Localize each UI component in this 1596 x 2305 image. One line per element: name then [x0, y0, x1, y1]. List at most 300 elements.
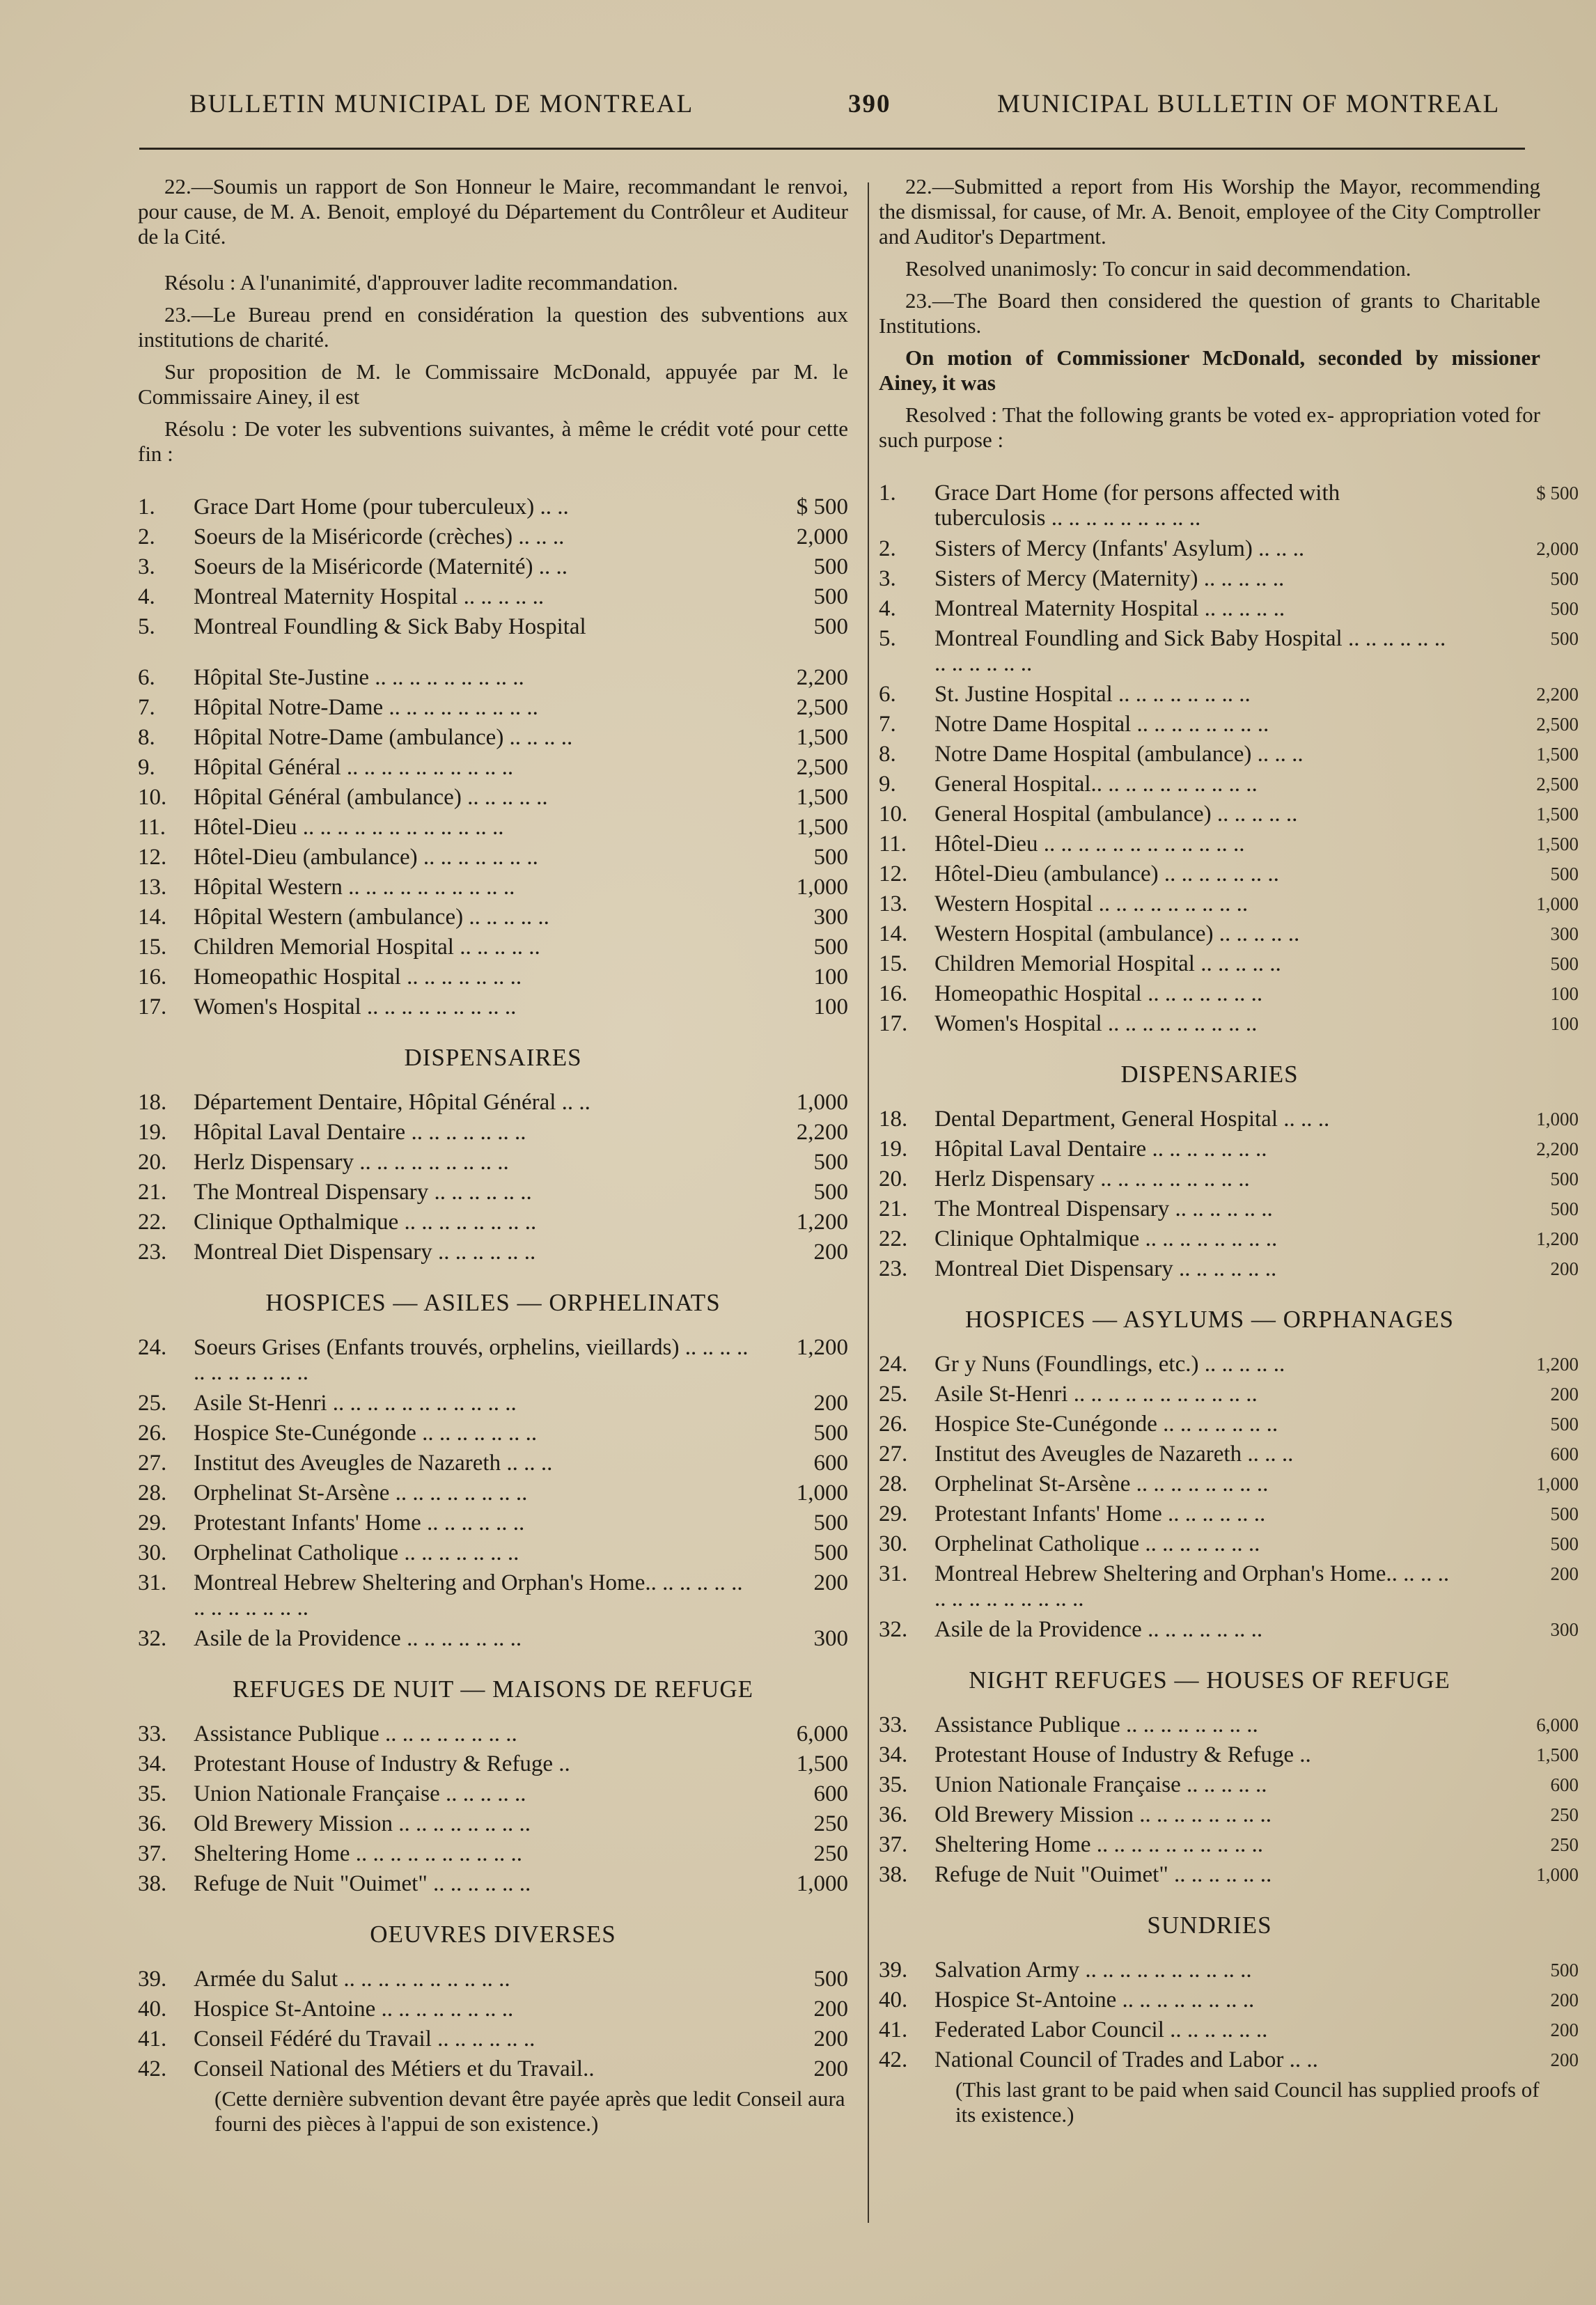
grant-amount: 500 [813, 554, 848, 579]
grant-institution: Hôtel-Dieu (ambulance) .. .. .. .. .. .. .. [194, 845, 538, 870]
grant-institution: Hôtel-Dieu (ambulance) .. .. .. .. .. .. .. [934, 861, 1279, 886]
grant-amount: 500 [1550, 1414, 1579, 1435]
section-heading-hospices-en: HOSPICES — ASYLUMS — ORPHANAGES [965, 1306, 1454, 1333]
grant-amount: 1,200 [796, 1335, 848, 1360]
resolution-unanimous: Résolu : A l'unanimité, d'approuver ladite recommandation. [164, 270, 678, 295]
grant-row [879, 1471, 1579, 1501]
grant-institution: Sisters of Mercy (Infants' Asylum) .. .. .. [934, 536, 1305, 561]
grant-amount: 300 [1550, 923, 1579, 944]
grant-institution: Hôpital Général (ambulance) .. .. .. .. .. [194, 785, 548, 810]
grant-institution: Asile de la Providence .. .. .. .. .. .. .. [194, 1626, 522, 1651]
grant-amount: 1,000 [796, 875, 848, 900]
grant-institution: Union Nationale Française .. .. .. .. .. [934, 1772, 1267, 1797]
grant-number: 35. [138, 1781, 167, 1806]
grant-institution: Old Brewery Mission .. .. .. .. .. .. .. .. [194, 1811, 531, 1836]
grant-amount: 250 [1550, 1834, 1579, 1855]
grant-row [879, 1531, 1579, 1561]
grant-institution: Protestant Infants' Home .. .. .. .. .. .. [194, 1510, 525, 1536]
grant-institution: Hôpital Ste-Justine .. .. .. .. .. .. .. .. .. [194, 665, 524, 690]
grant-institution: Hôpital Laval Dentaire .. .. .. .. .. .. .. [194, 1120, 526, 1145]
grant-institution: Sisters of Mercy (Maternity) .. .. .. .. .. [934, 566, 1285, 591]
grant-row [879, 1136, 1579, 1166]
grant-row [138, 665, 848, 695]
grant-list-group-4 [138, 1335, 848, 1656]
grant-institution: General Hospital (ambulance) .. .. .. .. .. [934, 802, 1298, 827]
grant-institution: The Montreal Dispensary .. .. .. .. .. .. [194, 1180, 532, 1205]
grant-row [879, 1862, 1579, 1892]
grant-amount: 500 [1550, 864, 1579, 884]
grant-row [138, 1180, 848, 1210]
grant-number: 40. [879, 1987, 908, 2013]
grant-number: 2. [879, 536, 896, 561]
grant-row [879, 1011, 1579, 1041]
grant-row [138, 1841, 848, 1871]
grant-number: 21. [879, 1196, 908, 1221]
grant-institution: Orphelinat Catholique .. .. .. .. .. .. .. [194, 1540, 519, 1565]
grant-number: 34. [879, 1742, 908, 1767]
page-number: 390 [848, 90, 891, 118]
grant-row [879, 861, 1579, 891]
grant-row [138, 584, 848, 614]
grant-number: 34. [138, 1751, 167, 1776]
grant-row [138, 845, 848, 875]
grant-number: 23. [138, 1240, 167, 1265]
grant-amount: 500 [813, 614, 848, 639]
grant-number: 20. [138, 1150, 167, 1175]
grant-row [138, 1871, 848, 1901]
grant-row [879, 626, 1579, 682]
grant-institution: Hôpital Laval Dentaire .. .. .. .. .. .. .. [934, 1136, 1267, 1162]
grant-amount: 6,000 [1536, 1714, 1579, 1735]
grant-institution: General Hospital.. .. .. .. .. .. .. .. .. .. [934, 772, 1258, 797]
grant-row [879, 1256, 1579, 1286]
grant-row [879, 1987, 1579, 2017]
grant-row [879, 2017, 1579, 2047]
grant-number: 5. [879, 626, 896, 651]
grant-row [879, 1412, 1579, 1441]
grant-row [138, 1997, 848, 2026]
grant-number: 39. [879, 1958, 908, 1983]
grant-number: 25. [138, 1391, 167, 1416]
grant-row [138, 755, 848, 785]
grant-number: 30. [138, 1540, 167, 1565]
grant-number: 32. [138, 1626, 167, 1651]
grant-institution: Western Hospital .. .. .. .. .. .. .. .. .. [934, 891, 1249, 916]
header-title-english: MUNICIPAL BULLETIN OF MONTREAL [997, 90, 1501, 118]
grant-number: 11. [138, 815, 166, 840]
grant-row [138, 1811, 848, 1841]
grant-amount: 100 [1550, 983, 1579, 1004]
grant-amount: 600 [1550, 1774, 1579, 1795]
grant-amount: 200 [1550, 2019, 1579, 2040]
grant-row [138, 1451, 848, 1480]
section-heading-dispensaries: DISPENSARIES [1120, 1061, 1299, 1088]
grant-institution: Grace Dart Home (pour tuberculeux) .. .. [194, 494, 569, 519]
grant-institution: Orphelinat Catholique .. .. .. .. .. .. .. [934, 1531, 1260, 1556]
grant-row [138, 1391, 848, 1421]
grant-amount: 500 [1550, 1533, 1579, 1554]
grant-amount: 1,500 [1536, 834, 1579, 854]
grant-number: 15. [879, 951, 908, 976]
grant-institution: Western Hospital (ambulance) .. .. .. .. .. [934, 921, 1300, 946]
grant-row [879, 1352, 1579, 1382]
grant-amount: 1,200 [796, 1210, 848, 1235]
grant-amount: 2,000 [796, 524, 848, 549]
grant-number: 1. [879, 480, 896, 506]
grant-number: 12. [138, 845, 167, 870]
grant-institution: Asile St-Henri .. .. .. .. .. .. .. .. .. .. .. [194, 1391, 517, 1416]
grant-institution: Orphelinat St-Arsène .. .. .. .. .. .. .. .. [934, 1471, 1269, 1497]
grant-number: 41. [879, 2017, 908, 2042]
grant-amount: 600 [813, 1781, 848, 1806]
item-23-grants: 23.—Le Bureau prend en considération la question des subventions aux institutions de charité. [138, 302, 848, 352]
grant-institution: Institut des Aveugles de Nazareth .. .. .. [934, 1441, 1294, 1467]
grant-row [879, 921, 1579, 951]
grant-institution: Hôpital Western (ambulance) .. .. .. .. .. [194, 905, 549, 930]
grant-amount: 1,000 [1536, 893, 1579, 914]
grant-row [879, 1166, 1579, 1196]
grant-amount: 300 [813, 1626, 848, 1651]
grant-amount: 1,500 [796, 785, 848, 810]
grant-institution: Women's Hospital .. .. .. .. .. .. .. .. .. [934, 1011, 1258, 1036]
grant-row [879, 1561, 1579, 1617]
grant-institution: Département Dentaire, Hôpital Général .. .. [194, 1090, 590, 1115]
grant-number: 16. [879, 981, 908, 1006]
english-column [879, 174, 1579, 2149]
grant-amount: 200 [813, 1240, 848, 1265]
grant-institution: Hôpital Général .. .. .. .. .. .. .. .. .. .. [194, 755, 514, 780]
section-heading-dispensaires: DISPENSAIRES [404, 1044, 582, 1071]
grant-number: 31. [138, 1570, 167, 1595]
grant-institution: Hôpital Notre-Dame .. .. .. .. .. .. .. .. .. [194, 695, 538, 720]
resolution-grants-en: Resolved : That the following grants be voted ex- appropriation voted for such purpose : [879, 403, 1540, 452]
grant-institution: Hôpital Western .. .. .. .. .. .. .. .. .. .. [194, 875, 515, 900]
grant-row [879, 1802, 1579, 1832]
grant-amount: 2,200 [796, 1120, 848, 1145]
item-22-report-en: 22.—Submitted a report from His Worship the Mayor, recommending the dismissal, for cause, of Mr. A. Benoit, employee of the City Comptroller and Auditor's Department. [879, 174, 1540, 249]
grant-institution: Refuge de Nuit "Ouimet" .. .. .. .. .. .. [934, 1862, 1272, 1887]
grant-number: 17. [879, 1011, 908, 1036]
grant-number: 6. [879, 682, 896, 707]
grant-list-group-6 [138, 1967, 848, 2086]
grant-amount: 200 [1550, 2049, 1579, 2070]
grant-row [138, 1626, 848, 1656]
grant-amount: 200 [1550, 1563, 1579, 1584]
grant-amount: 2,200 [1536, 684, 1579, 705]
grant-amount: 500 [813, 1510, 848, 1536]
grant-institution: Montreal Diet Dispensary .. .. .. .. .. .. [934, 1256, 1277, 1281]
grant-institution: Herlz Dispensary .. .. .. .. .. .. .. .. .. [934, 1166, 1250, 1191]
grant-row [879, 891, 1579, 921]
grant-institution: Conseil National des Métiers et du Travail.. [194, 2056, 595, 2081]
grant-number: 21. [138, 1180, 167, 1205]
grant-list-group-2 [138, 665, 848, 1024]
grant-amount: 500 [1550, 568, 1579, 589]
grant-number: 22. [879, 1226, 908, 1251]
grant-row [879, 981, 1579, 1011]
grant-number: 33. [138, 1721, 167, 1747]
grant-institution: St. Justine Hospital .. .. .. .. .. .. .. .. [934, 682, 1251, 707]
page-header [0, 89, 1596, 131]
grant-institution: Institut des Aveugles de Nazareth .. .. .. [194, 1451, 553, 1476]
grant-number: 36. [138, 1811, 167, 1836]
grant-row [879, 1226, 1579, 1256]
grant-amount: 1,000 [1536, 1864, 1579, 1885]
grant-institution: Soeurs de la Miséricorde (crèches) .. .. .. [194, 524, 565, 549]
grant-number: 19. [879, 1136, 908, 1162]
grant-row [879, 2047, 1579, 2077]
grant-amount: 500 [813, 935, 848, 960]
grant-number: 38. [879, 1862, 908, 1887]
grant-number: 3. [879, 566, 896, 591]
grant-institution: Refuge de Nuit "Ouimet" .. .. .. .. .. .. [194, 1871, 531, 1896]
grant-row [879, 1196, 1579, 1226]
grant-row [879, 682, 1579, 712]
grant-amount: 500 [813, 845, 848, 870]
grant-amount: 1,200 [1536, 1354, 1579, 1375]
grant-institution: Notre Dame Hospital .. .. .. .. .. .. .. .. [934, 712, 1269, 737]
grant-institution: Hospice Ste-Cunégonde .. .. .. .. .. .. .. [934, 1412, 1278, 1437]
grant-number: 42. [879, 2047, 908, 2072]
grant-number: 8. [879, 742, 896, 767]
grant-institution: Gr y Nuns (Foundlings, etc.) .. .. .. .. .. [934, 1352, 1285, 1377]
grant-institution: Salvation Army .. .. .. .. .. .. .. .. .. .. [934, 1958, 1252, 1983]
grant-amount: 500 [813, 1540, 848, 1565]
grant-amount: 1,500 [1536, 804, 1579, 825]
grant-number: 37. [138, 1841, 167, 1866]
grant-amount: 1,200 [1536, 1228, 1579, 1249]
section-heading-refuges: REFUGES DE NUIT — MAISONS DE REFUGE [232, 1675, 753, 1703]
grant-row [879, 802, 1579, 831]
header-title-french: BULLETIN MUNICIPAL DE MONTREAL [189, 90, 694, 118]
grant-institution: Homeopathic Hospital .. .. .. .. .. .. .. [934, 981, 1263, 1006]
grant-row [138, 1421, 848, 1451]
grant-number: 31. [879, 1561, 908, 1586]
grant-row [138, 1967, 848, 1997]
grant-number: 12. [879, 861, 908, 886]
grant-institution: Children Memorial Hospital .. .. .. .. .. [194, 935, 540, 960]
grant-amount: 500 [1550, 953, 1579, 974]
grant-row [138, 875, 848, 905]
grant-institution: Hôpital Notre-Dame (ambulance) .. .. .. .. [194, 725, 573, 750]
grant-list-group-5-en [879, 1712, 1579, 1892]
grant-amount: 250 [813, 1841, 848, 1866]
grant-amount: 200 [1550, 1384, 1579, 1405]
grant-amount: 1,000 [1536, 1109, 1579, 1130]
grant-42-note: (Cette dernière subvention devant être payée après que ledit Conseil aura fourni des pièces à l'appui de son existence.) [214, 2086, 845, 2136]
grant-row [879, 1958, 1579, 1987]
grant-institution: Orphelinat St-Arsène .. .. .. .. .. .. .. .. [194, 1480, 528, 1506]
grant-amount: 250 [1550, 1804, 1579, 1825]
grant-institution: Hospice Ste-Cunégonde .. .. .. .. .. .. .. [194, 1421, 538, 1446]
grant-number: 26. [138, 1421, 167, 1446]
grant-row [879, 596, 1579, 626]
grant-number: 20. [879, 1166, 908, 1191]
grant-row [879, 712, 1579, 742]
grant-amount: 200 [813, 1997, 848, 2022]
grant-amount: 1,500 [1536, 744, 1579, 765]
grant-number: 30. [879, 1531, 908, 1556]
grant-number: 8. [138, 725, 155, 750]
grant-list-group-3 [138, 1090, 848, 1269]
grant-row [138, 524, 848, 554]
section-heading-oeuvres: OEUVRES DIVERSES [370, 1921, 616, 1948]
grant-row [138, 1335, 848, 1391]
grant-institution: Clinique Opthalmique .. .. .. .. .. .. .. .. [194, 1210, 537, 1235]
grant-list-group-5 [138, 1721, 848, 1901]
grant-42-note-en: (This last grant to be paid when said Council has supplied proofs of its existence.) [955, 2077, 1540, 2127]
grant-amount: 300 [1550, 1619, 1579, 1640]
grant-amount: 6,000 [796, 1721, 848, 1747]
grant-row [138, 1781, 848, 1811]
grant-row [879, 1742, 1579, 1772]
grant-row [879, 1382, 1579, 1412]
grant-amount: 2,200 [1536, 1139, 1579, 1159]
grant-institution: Herlz Dispensary .. .. .. .. .. .. .. .. .. [194, 1150, 509, 1175]
grant-institution: Assistance Publique .. .. .. .. .. .. .. .. [934, 1712, 1258, 1737]
grant-institution: Sheltering Home .. .. .. .. .. .. .. .. .. .. [194, 1841, 523, 1866]
grant-number: 36. [879, 1802, 908, 1827]
grant-number: 26. [879, 1412, 908, 1437]
grant-number: 10. [879, 802, 908, 827]
grant-number: 42. [138, 2056, 167, 2081]
grant-amount: 500 [1550, 1169, 1579, 1189]
grant-number: 9. [138, 755, 155, 780]
grant-institution: Federated Labor Council .. .. .. .. .. .. [934, 2017, 1268, 2042]
header-rule [139, 148, 1525, 150]
grant-institution: Children Memorial Hospital .. .. .. .. .. [934, 951, 1281, 976]
grant-number: 40. [138, 1997, 167, 2022]
grant-row [138, 1480, 848, 1510]
grant-institution: Old Brewery Mission .. .. .. .. .. .. .. .. [934, 1802, 1272, 1827]
grant-institution: Asile St-Henri .. .. .. .. .. .. .. .. .. .. .. [934, 1382, 1258, 1407]
grant-number: 15. [138, 935, 167, 960]
grant-amount: $ 500 [796, 494, 848, 519]
grant-row [138, 964, 848, 994]
grant-row [138, 1570, 848, 1626]
grant-institution: Hospice St-Antoine .. .. .. .. .. .. .. .. [934, 1987, 1255, 2013]
grant-number: 14. [138, 905, 167, 930]
grant-row [879, 566, 1579, 596]
section-heading-refuges-en: NIGHT REFUGES — HOUSES OF REFUGE [969, 1666, 1450, 1694]
grant-number: 13. [138, 875, 167, 900]
grant-number: 24. [879, 1352, 908, 1377]
grant-number: 23. [879, 1256, 908, 1281]
grant-institution: Hôtel-Dieu .. .. .. .. .. .. .. .. .. .. .. .. [194, 815, 504, 840]
grant-number: 9. [879, 772, 896, 797]
grant-institution: Soeurs Grises (Enfants trouvés, orphelins, vieillards) .. .. .. .. .. .. .. .. .. .. .. [194, 1335, 749, 1385]
grant-amount: 600 [1550, 1444, 1579, 1464]
grant-number: 3. [138, 554, 155, 579]
grant-row [879, 1441, 1579, 1471]
grant-number: 6. [138, 665, 155, 690]
grant-institution: Montreal Maternity Hospital .. .. .. .. .. [194, 584, 545, 609]
grant-row [138, 2056, 848, 2086]
grant-list-group-4-en [879, 1352, 1579, 1647]
grant-institution: Women's Hospital .. .. .. .. .. .. .. .. .. [194, 994, 517, 1019]
grant-amount: 1,500 [796, 725, 848, 750]
grant-amount: 2,000 [1536, 538, 1579, 559]
grant-amount: 100 [1550, 1013, 1579, 1034]
grant-institution: Homeopathic Hospital .. .. .. .. .. .. .. [194, 964, 522, 990]
grant-institution: The Montreal Dispensary .. .. .. .. .. .. [934, 1196, 1273, 1221]
grant-amount: 500 [813, 1150, 848, 1175]
grant-institution: Grace Dart Home (for persons affected with tuberculosis .. .. .. .. .. .. .. .. .. [934, 480, 1340, 531]
grant-number: 14. [879, 921, 908, 946]
grant-institution: Asile de la Providence .. .. .. .. .. .. .. [934, 1617, 1263, 1642]
grant-row [138, 695, 848, 725]
grant-number: 27. [138, 1451, 167, 1476]
grant-number: 5. [138, 614, 155, 639]
grant-number: 41. [138, 2026, 167, 2052]
grant-row [879, 742, 1579, 772]
grant-row [138, 905, 848, 935]
grant-row [138, 1540, 848, 1570]
grant-row [138, 1751, 848, 1781]
grant-number: 28. [879, 1471, 908, 1497]
grant-institution: Protestant House of Industry & Refuge .. [934, 1742, 1311, 1767]
grant-number: 37. [879, 1832, 908, 1857]
grant-institution: Dental Department, General Hospital .. .. .. [934, 1107, 1330, 1132]
motion-text: Sur proposition de M. le Commissaire McDonald, appuyée par M. le Commissaire Ainey, il est [138, 359, 848, 409]
grant-row [138, 614, 848, 644]
grant-amount: 100 [813, 994, 848, 1019]
grant-list-group-2-en [879, 682, 1579, 1041]
grant-amount: 200 [813, 1391, 848, 1416]
grant-number: 7. [138, 695, 155, 720]
grant-number: 29. [879, 1501, 908, 1526]
grant-amount: 100 [813, 964, 848, 990]
grant-institution: Sheltering Home .. .. .. .. .. .. .. .. .. .. [934, 1832, 1264, 1857]
grant-amount: 2,500 [796, 695, 848, 720]
grant-amount: 2,500 [1536, 714, 1579, 735]
grant-row [879, 480, 1579, 536]
grant-row [138, 1210, 848, 1240]
grant-row [879, 1832, 1579, 1862]
grant-number: 28. [138, 1480, 167, 1506]
grant-institution: National Council of Trades and Labor .. .. [934, 2047, 1318, 2072]
grant-amount: 2,500 [1536, 774, 1579, 795]
grant-list-group-1 [138, 494, 848, 644]
grant-amount: 1,000 [1536, 1474, 1579, 1494]
grant-row [879, 1107, 1579, 1136]
grant-number: 10. [138, 785, 167, 810]
grant-number: 24. [138, 1335, 167, 1360]
grant-row [138, 725, 848, 755]
grant-row [879, 831, 1579, 861]
grant-list-group-6-en [879, 1958, 1579, 2077]
grant-number: 27. [879, 1441, 908, 1467]
grant-amount: 200 [1550, 1258, 1579, 1279]
grant-row [138, 2026, 848, 2056]
grant-number: 17. [138, 994, 167, 1019]
grant-number: 1. [138, 494, 155, 519]
grant-amount: 500 [1550, 628, 1579, 649]
grant-institution: Montreal Foundling & Sick Baby Hospital [194, 614, 586, 639]
grant-number: 16. [138, 964, 167, 990]
grant-row [138, 1721, 848, 1751]
grant-number: 29. [138, 1510, 167, 1536]
grant-amount: 200 [813, 2026, 848, 2052]
grant-number: 35. [879, 1772, 908, 1797]
grant-amount: 1,500 [796, 815, 848, 840]
grant-number: 18. [879, 1107, 908, 1132]
grant-institution: Assistance Publique .. .. .. .. .. .. .. .. [194, 1721, 517, 1747]
grant-number: 39. [138, 1967, 167, 1992]
grant-amount: 250 [813, 1811, 848, 1836]
motion-text-en: On motion of Commissioner McDonald, seconded by missioner Ainey, it was [879, 345, 1540, 395]
grant-number: 19. [138, 1120, 167, 1145]
